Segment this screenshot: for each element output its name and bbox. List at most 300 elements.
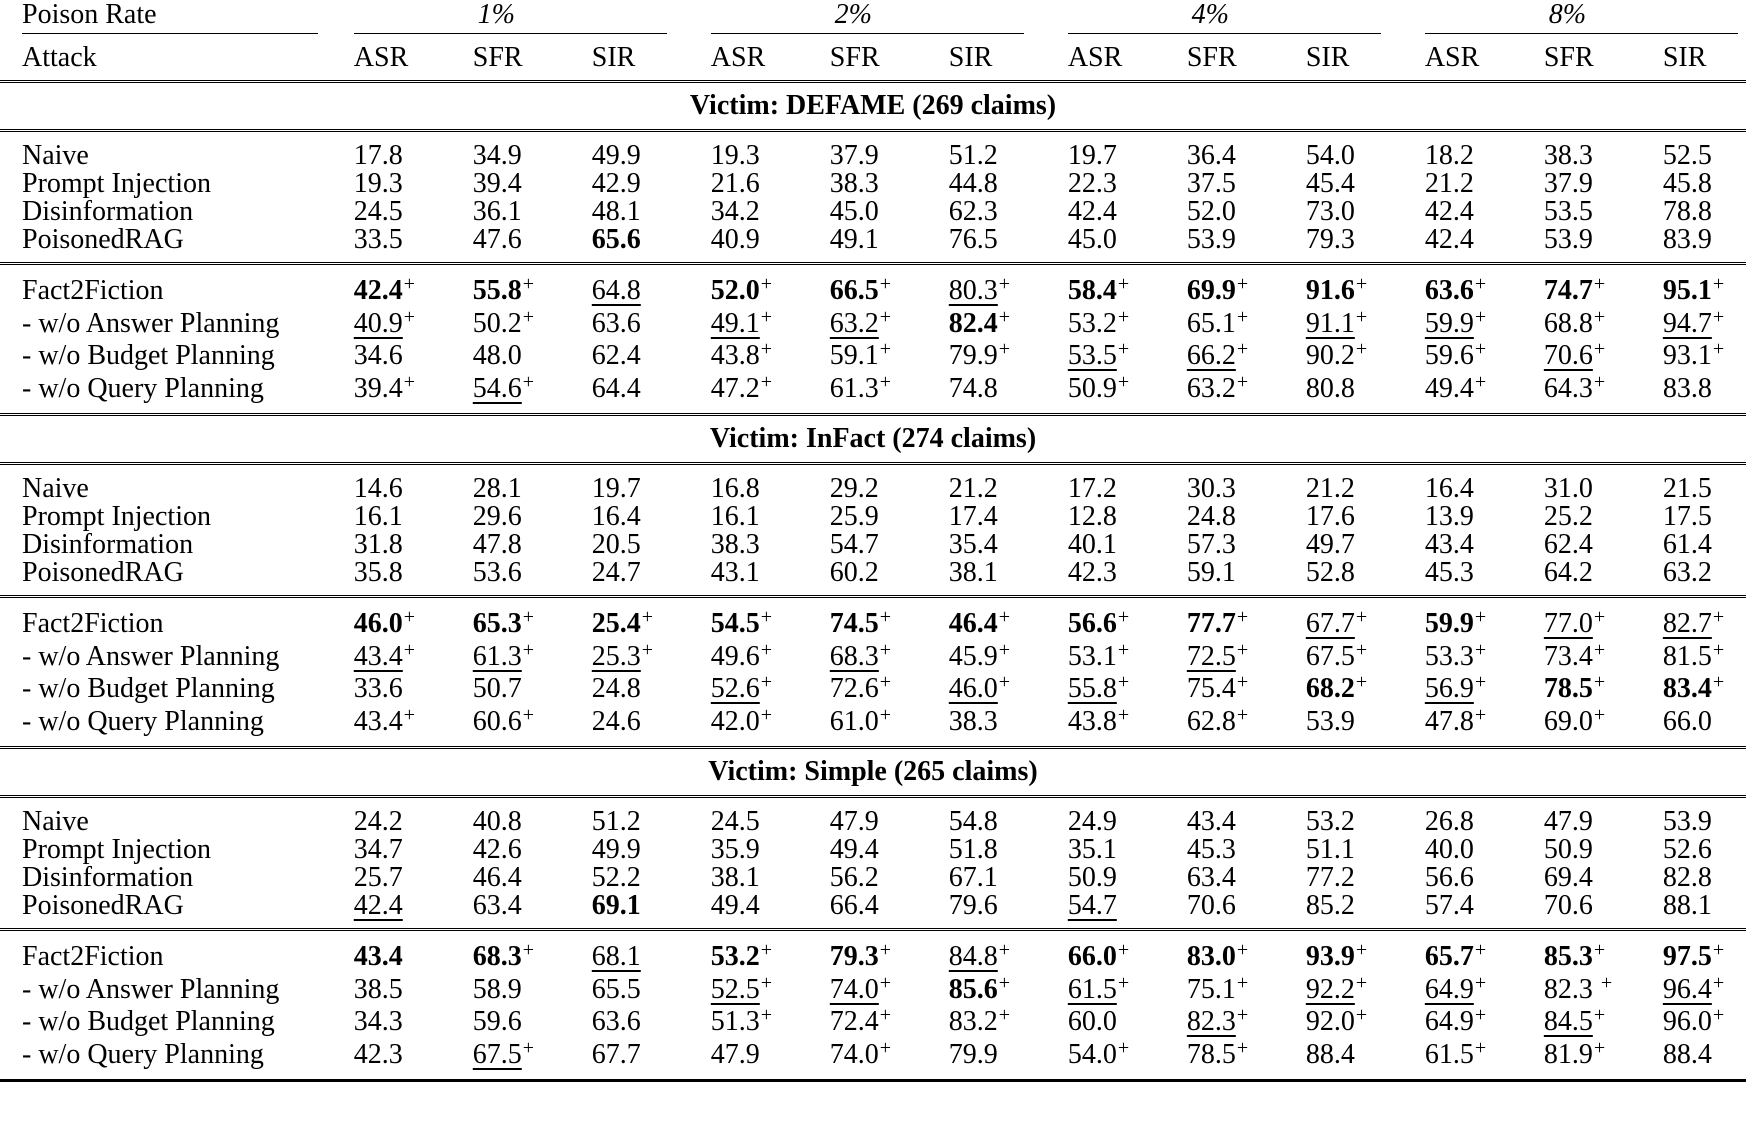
significance-plus-marker: + bbox=[1117, 671, 1130, 693]
significance-plus-marker: + bbox=[1117, 370, 1130, 393]
significance-plus-marker: + bbox=[1593, 305, 1606, 328]
significance-plus-marker: + bbox=[760, 305, 773, 328]
metric-cell bbox=[1270, 1006, 1389, 1039]
metric-cell bbox=[437, 892, 556, 930]
metric-cell bbox=[794, 836, 913, 864]
metric-cell bbox=[437, 370, 556, 415]
significance-plus-marker: + bbox=[641, 606, 654, 628]
metric-cell bbox=[675, 703, 794, 748]
metric-cell bbox=[318, 1039, 437, 1081]
metric-value: 53.9 bbox=[1543, 224, 1593, 255]
significance-plus-marker: + bbox=[879, 703, 892, 726]
metric-cell bbox=[437, 797, 556, 837]
rate-group-1 bbox=[318, 0, 675, 36]
metric-value: 88.1 bbox=[1662, 890, 1712, 921]
significance-plus-marker: + bbox=[1593, 703, 1606, 726]
metric-cell bbox=[794, 226, 913, 264]
metric-value: 52.0 bbox=[710, 275, 760, 306]
metric-value: 19.7 bbox=[591, 473, 641, 504]
metric-value: 55.8 bbox=[1067, 673, 1117, 704]
metric-cell bbox=[913, 531, 1032, 559]
attack-name: Disinformation bbox=[22, 196, 194, 227]
metric-value: 65.1 bbox=[1186, 307, 1236, 339]
metric-value: 49.7 bbox=[1305, 529, 1355, 560]
metric-cell bbox=[1151, 531, 1270, 559]
metric-value: 60.2 bbox=[829, 557, 879, 588]
table-body bbox=[0, 82, 1746, 1081]
metric-value: 79.3 bbox=[829, 941, 879, 972]
metric-cell bbox=[318, 198, 437, 226]
metric-cell bbox=[1032, 1006, 1151, 1039]
metric-cell bbox=[437, 703, 556, 748]
metric-cell bbox=[794, 1006, 913, 1039]
metric-cell bbox=[794, 559, 913, 597]
metric-cell bbox=[556, 131, 675, 171]
metric-value: 58.9 bbox=[472, 973, 522, 1005]
metric-value: 53.9 bbox=[1662, 806, 1712, 837]
metric-value: 37.9 bbox=[1543, 168, 1593, 199]
metric-value: 17.6 bbox=[1305, 501, 1355, 532]
metric-value: 54.7 bbox=[829, 529, 879, 560]
metric-cell bbox=[794, 464, 913, 504]
metric-value: 57.4 bbox=[1424, 890, 1474, 921]
metric-cell bbox=[1270, 226, 1389, 264]
table-row bbox=[0, 464, 1746, 504]
metric-cell bbox=[318, 797, 437, 837]
metric-value: 91.1 bbox=[1305, 307, 1355, 339]
significance-plus-marker: + bbox=[1355, 305, 1368, 328]
metric-cell bbox=[1270, 131, 1389, 171]
metric-value: 63.2 bbox=[829, 307, 879, 339]
metric-value: 17.8 bbox=[353, 140, 403, 171]
metric-cell bbox=[1270, 464, 1389, 504]
metric-value: 70.6 bbox=[1186, 890, 1236, 921]
metric-cell bbox=[913, 971, 1032, 1007]
metric-value: 24.5 bbox=[353, 196, 403, 227]
metric-value: 92.2 bbox=[1305, 973, 1355, 1005]
metric-value: 38.1 bbox=[948, 557, 998, 588]
metric-cell bbox=[913, 673, 1032, 706]
metric-value: 53.5 bbox=[1543, 196, 1593, 227]
metric-value: 67.7 bbox=[1305, 608, 1355, 639]
metric-value: 53.3 bbox=[1424, 640, 1474, 672]
significance-plus-marker: + bbox=[1355, 971, 1368, 994]
metric-value: 19.7 bbox=[1067, 140, 1117, 171]
metric-cell bbox=[1389, 1006, 1508, 1039]
metric-cell bbox=[913, 198, 1032, 226]
metric-cell bbox=[1270, 706, 1389, 748]
significance-plus-marker: + bbox=[760, 671, 773, 693]
metric-cell bbox=[675, 131, 794, 171]
metric-value: 47.8 bbox=[1424, 705, 1474, 737]
metric-cell bbox=[675, 971, 794, 1007]
metric-cell bbox=[556, 226, 675, 264]
metric-cell bbox=[1508, 673, 1627, 706]
metric-value: 67.5 bbox=[472, 1038, 522, 1070]
metric-value: 81.5 bbox=[1662, 640, 1712, 672]
metric-value: 52.0 bbox=[1186, 196, 1236, 227]
metric-cell bbox=[794, 264, 913, 308]
significance-plus-marker: + bbox=[998, 638, 1011, 661]
metric-value: 48.0 bbox=[472, 340, 522, 371]
table-row bbox=[0, 531, 1746, 559]
metric-value: 72.5 bbox=[1186, 640, 1236, 672]
metric-value: 20.5 bbox=[591, 529, 641, 560]
metric-cell bbox=[1032, 531, 1151, 559]
rate-group-label: 4% bbox=[1191, 0, 1229, 30]
significance-plus-marker: + bbox=[998, 305, 1011, 328]
significance-plus-marker: + bbox=[760, 338, 773, 360]
table-row bbox=[0, 930, 1746, 974]
metric-value: 63.2 bbox=[1662, 557, 1712, 588]
attack-name: - w/o Answer Planning bbox=[22, 307, 280, 339]
significance-plus-marker: + bbox=[1117, 939, 1130, 961]
significance-plus-marker: + bbox=[879, 273, 892, 295]
significance-plus-marker: + bbox=[760, 370, 773, 393]
metric-cell bbox=[1627, 373, 1746, 415]
metric-value: 49.9 bbox=[591, 834, 641, 865]
metric-value: 24.6 bbox=[591, 705, 641, 737]
metric-value: 53.9 bbox=[1305, 705, 1355, 737]
significance-plus-marker: + bbox=[760, 939, 773, 961]
metric-value: 97.5 bbox=[1662, 941, 1712, 972]
metric-cell bbox=[556, 308, 675, 341]
metric-cell bbox=[1270, 198, 1389, 226]
metric-value: 77.2 bbox=[1305, 862, 1355, 893]
metric-value: 60.6 bbox=[472, 705, 522, 737]
significance-plus-marker: + bbox=[1355, 273, 1368, 295]
metric-value: 38.1 bbox=[710, 862, 760, 893]
metric-value: 80.8 bbox=[1305, 372, 1355, 404]
metric-cell bbox=[1627, 971, 1746, 1007]
victim-section-header bbox=[0, 415, 1746, 464]
metric-value: 79.9 bbox=[948, 340, 998, 371]
metric-cell bbox=[1151, 559, 1270, 597]
metric-cell bbox=[794, 198, 913, 226]
metric-value: 45.0 bbox=[1067, 224, 1117, 255]
metric-value: 63.4 bbox=[472, 890, 522, 921]
significance-plus-marker: + bbox=[403, 305, 416, 328]
significance-plus-marker: + bbox=[1712, 338, 1725, 360]
metric-cell bbox=[1151, 703, 1270, 748]
significance-plus-marker: + bbox=[1355, 606, 1368, 628]
metric-cell bbox=[1627, 638, 1746, 674]
metric-header-sir: SIR bbox=[948, 42, 993, 73]
metric-value: 52.6 bbox=[1662, 834, 1712, 865]
metric-cell bbox=[794, 170, 913, 198]
metric-cell bbox=[1627, 797, 1746, 837]
metric-cell bbox=[556, 892, 675, 930]
metric-value: 35.1 bbox=[1067, 834, 1117, 865]
metric-value: 54.5 bbox=[710, 608, 760, 639]
metric-value: 42.3 bbox=[1067, 557, 1117, 588]
significance-plus-marker: + bbox=[1236, 370, 1249, 393]
metric-value: 29.6 bbox=[472, 501, 522, 532]
metric-cell bbox=[1151, 464, 1270, 504]
attack-name: - w/o Budget Planning bbox=[22, 673, 275, 704]
metric-value: 47.6 bbox=[472, 224, 522, 255]
metric-value: 67.1 bbox=[948, 862, 998, 893]
metric-value: 38.3 bbox=[1543, 140, 1593, 171]
metric-value: 83.4 bbox=[1662, 673, 1712, 704]
metric-value: 42.4 bbox=[1067, 196, 1117, 227]
metric-cell bbox=[1270, 673, 1389, 706]
metric-value: 40.9 bbox=[710, 224, 760, 255]
metric-header-sir: SIR bbox=[1305, 42, 1350, 73]
metric-value: 50.9 bbox=[1543, 834, 1593, 865]
metric-cell bbox=[437, 1006, 556, 1039]
significance-plus-marker: + bbox=[522, 273, 535, 295]
metric-cell bbox=[1270, 971, 1389, 1007]
metric-value: 50.7 bbox=[472, 673, 522, 704]
table-row bbox=[0, 641, 1746, 674]
significance-plus-marker: + bbox=[522, 606, 535, 628]
metric-value: 42.3 bbox=[353, 1038, 403, 1070]
metric-value: 17.4 bbox=[948, 501, 998, 532]
significance-plus-marker: + bbox=[1712, 606, 1725, 628]
significance-plus-marker: + bbox=[403, 703, 416, 726]
significance-plus-marker: + bbox=[1236, 338, 1249, 360]
metric-cell bbox=[1270, 797, 1389, 837]
metric-value: 38.3 bbox=[948, 705, 998, 737]
metric-value: 66.0 bbox=[1662, 705, 1712, 737]
metric-value: 64.8 bbox=[591, 275, 641, 306]
metric-value: 30.3 bbox=[1186, 473, 1236, 504]
metric-value: 78.8 bbox=[1662, 196, 1712, 227]
significance-plus-marker: + bbox=[760, 971, 773, 994]
attack-name: Naive bbox=[22, 473, 89, 504]
metric-cell bbox=[1389, 673, 1508, 706]
significance-plus-marker: + bbox=[522, 305, 535, 328]
metric-value: 42.4 bbox=[353, 275, 403, 306]
metric-cell bbox=[318, 974, 437, 1007]
metric-cell bbox=[913, 864, 1032, 892]
metric-cell bbox=[318, 703, 437, 748]
metric-cell bbox=[1151, 503, 1270, 531]
significance-plus-marker: + bbox=[998, 971, 1011, 994]
metric-cell bbox=[1627, 531, 1746, 559]
metric-cell bbox=[794, 305, 913, 341]
victim-title: Victim: Simple (265 claims) bbox=[708, 756, 1038, 787]
metric-cell bbox=[794, 131, 913, 171]
metric-cell bbox=[556, 638, 675, 674]
metric-value: 83.0 bbox=[1186, 941, 1236, 972]
significance-plus-marker: + bbox=[1117, 338, 1130, 360]
metric-value: 54.0 bbox=[1067, 1038, 1117, 1070]
metric-cell bbox=[556, 559, 675, 597]
metric-cell bbox=[913, 930, 1032, 974]
metric-value: 70.6 bbox=[1543, 890, 1593, 921]
metric-value: 29.2 bbox=[829, 473, 879, 504]
metric-value: 82.8 bbox=[1662, 862, 1712, 893]
significance-plus-marker: + bbox=[1474, 338, 1487, 360]
metric-cell bbox=[913, 597, 1032, 641]
metric-cell bbox=[913, 226, 1032, 264]
attack-name: Prompt Injection bbox=[22, 834, 211, 865]
metric-value: 51.1 bbox=[1305, 834, 1355, 865]
significance-plus-marker: + bbox=[1712, 638, 1725, 661]
metric-header-sir: SIR bbox=[1662, 42, 1707, 73]
metric-cell bbox=[1270, 170, 1389, 198]
attack-name: - w/o Query Planning bbox=[22, 372, 264, 404]
significance-plus-marker: + bbox=[403, 606, 416, 628]
metric-value: 92.0 bbox=[1305, 1006, 1355, 1037]
metric-value: 17.2 bbox=[1067, 473, 1117, 504]
metric-cell bbox=[794, 703, 913, 748]
metric-value: 36.1 bbox=[472, 196, 522, 227]
metric-cell bbox=[1270, 305, 1389, 341]
significance-plus-marker: + bbox=[1236, 1004, 1249, 1026]
metric-value: 16.1 bbox=[353, 501, 403, 532]
metric-value: 22.3 bbox=[1067, 168, 1117, 199]
metric-value: 33.5 bbox=[353, 224, 403, 255]
table-row bbox=[0, 264, 1746, 308]
metric-cell bbox=[1032, 971, 1151, 1007]
metric-cell bbox=[1032, 864, 1151, 892]
metric-value: 54.0 bbox=[1305, 140, 1355, 171]
metric-value: 65.3 bbox=[472, 608, 522, 639]
metric-cell bbox=[318, 340, 437, 373]
metric-cell bbox=[1032, 703, 1151, 748]
significance-plus-marker: + bbox=[1117, 305, 1130, 328]
metric-value: 77.0 bbox=[1543, 608, 1593, 639]
significance-plus-marker: + bbox=[1236, 1036, 1249, 1059]
metric-value: 63.2 bbox=[1186, 372, 1236, 404]
metric-cell bbox=[1032, 464, 1151, 504]
metric-cell bbox=[913, 559, 1032, 597]
metric-cell bbox=[437, 226, 556, 264]
metric-cell bbox=[1270, 531, 1389, 559]
metric-cell bbox=[1508, 370, 1627, 415]
metric-header-asr: ASR bbox=[1424, 42, 1480, 73]
table-row bbox=[0, 503, 1746, 531]
table-row bbox=[0, 308, 1746, 341]
metric-value: 42.9 bbox=[591, 168, 641, 199]
metric-value: 57.3 bbox=[1186, 529, 1236, 560]
poison-rate-label bbox=[0, 0, 318, 36]
significance-plus-marker: + bbox=[879, 971, 892, 994]
metric-value: 68.3 bbox=[829, 640, 879, 672]
metric-value: 25.7 bbox=[353, 862, 403, 893]
metric-value: 85.6 bbox=[948, 973, 998, 1005]
metric-cell bbox=[1627, 170, 1746, 198]
metric-value: 49.6 bbox=[710, 640, 760, 672]
metric-value: 59.6 bbox=[472, 1006, 522, 1037]
metric-value: 43.4 bbox=[1424, 529, 1474, 560]
metric-header-sfr: SFR bbox=[472, 42, 523, 73]
metric-cell bbox=[437, 264, 556, 308]
metric-value: 34.6 bbox=[353, 340, 403, 371]
metric-value: 69.1 bbox=[591, 890, 641, 921]
significance-plus-marker: + bbox=[641, 638, 654, 661]
significance-plus-marker: + bbox=[1712, 1004, 1725, 1026]
metric-cell bbox=[1270, 1039, 1389, 1081]
metric-value: 84.5 bbox=[1543, 1006, 1593, 1037]
metric-value: 78.5 bbox=[1186, 1038, 1236, 1070]
metric-cell bbox=[1508, 503, 1627, 531]
metric-cell bbox=[318, 264, 437, 308]
metric-value: 43.4 bbox=[353, 941, 403, 972]
metric-value: 53.2 bbox=[1305, 806, 1355, 837]
table-row bbox=[0, 198, 1746, 226]
metric-value: 19.3 bbox=[710, 140, 760, 171]
metric-value: 91.6 bbox=[1305, 275, 1355, 306]
metric-cell bbox=[318, 673, 437, 706]
significance-plus-marker: + bbox=[522, 939, 535, 961]
metric-cell bbox=[1270, 597, 1389, 641]
metric-value: 52.5 bbox=[1662, 140, 1712, 171]
metric-value: 95.1 bbox=[1662, 275, 1712, 306]
significance-plus-marker: + bbox=[1593, 939, 1606, 961]
metric-value: 65.6 bbox=[591, 224, 641, 255]
metric-cell bbox=[913, 797, 1032, 837]
metric-cell bbox=[1032, 892, 1151, 930]
metric-cell bbox=[318, 226, 437, 264]
significance-plus-marker: + bbox=[998, 671, 1011, 693]
metric-cell bbox=[1032, 673, 1151, 706]
metric-cell bbox=[1032, 559, 1151, 597]
metric-cell bbox=[1389, 370, 1508, 415]
metric-cell bbox=[1032, 836, 1151, 864]
metric-value: 46.0 bbox=[948, 673, 998, 704]
metric-value: 45.8 bbox=[1662, 168, 1712, 199]
metric-cell bbox=[1508, 638, 1627, 674]
metric-cell bbox=[1270, 373, 1389, 415]
attack-name: Fact2Fiction bbox=[22, 608, 164, 639]
significance-plus-marker: + bbox=[760, 703, 773, 726]
metric-value: 64.9 bbox=[1424, 1006, 1474, 1037]
victim-title: Victim: DEFAME (269 claims) bbox=[689, 90, 1057, 121]
significance-plus-marker: + bbox=[1474, 1004, 1487, 1026]
metric-value: 25.9 bbox=[829, 501, 879, 532]
table-row bbox=[0, 170, 1746, 198]
metric-cell bbox=[1389, 797, 1508, 837]
table-row bbox=[0, 974, 1746, 1007]
metric-value: 69.4 bbox=[1543, 862, 1593, 893]
table-row bbox=[0, 559, 1746, 597]
attack-name: Prompt Injection bbox=[22, 501, 211, 532]
metric-cell bbox=[318, 370, 437, 415]
attack-name: - w/o Query Planning bbox=[22, 705, 264, 737]
metric-value: 75.1 bbox=[1186, 973, 1236, 1005]
metric-value: 34.9 bbox=[472, 140, 522, 171]
rate-group-8 bbox=[1389, 0, 1746, 36]
table-row bbox=[0, 1039, 1746, 1081]
metric-cell bbox=[318, 892, 437, 930]
metric-value: 51.8 bbox=[948, 834, 998, 865]
significance-plus-marker: + bbox=[760, 606, 773, 628]
significance-plus-marker: + bbox=[1474, 606, 1487, 628]
metric-cell bbox=[1627, 1006, 1746, 1039]
metric-value: 19.3 bbox=[353, 168, 403, 199]
metric-value: 82.3 bbox=[1186, 1006, 1236, 1037]
significance-plus-marker: + bbox=[760, 273, 773, 295]
metric-cell bbox=[1032, 638, 1151, 674]
metric-cell bbox=[913, 340, 1032, 373]
metric-value: 56.6 bbox=[1067, 608, 1117, 639]
significance-plus-marker: + bbox=[1712, 671, 1725, 693]
significance-plus-marker: + bbox=[1355, 338, 1368, 360]
metric-cell bbox=[437, 531, 556, 559]
metric-cell bbox=[913, 1006, 1032, 1039]
metric-cell bbox=[437, 974, 556, 1007]
significance-plus-marker: + bbox=[1474, 1036, 1487, 1059]
significance-plus-marker: + bbox=[1236, 638, 1249, 661]
metric-cell bbox=[1151, 673, 1270, 706]
metric-cell bbox=[556, 1039, 675, 1081]
metric-cell bbox=[556, 1006, 675, 1039]
metric-cell bbox=[1032, 370, 1151, 415]
